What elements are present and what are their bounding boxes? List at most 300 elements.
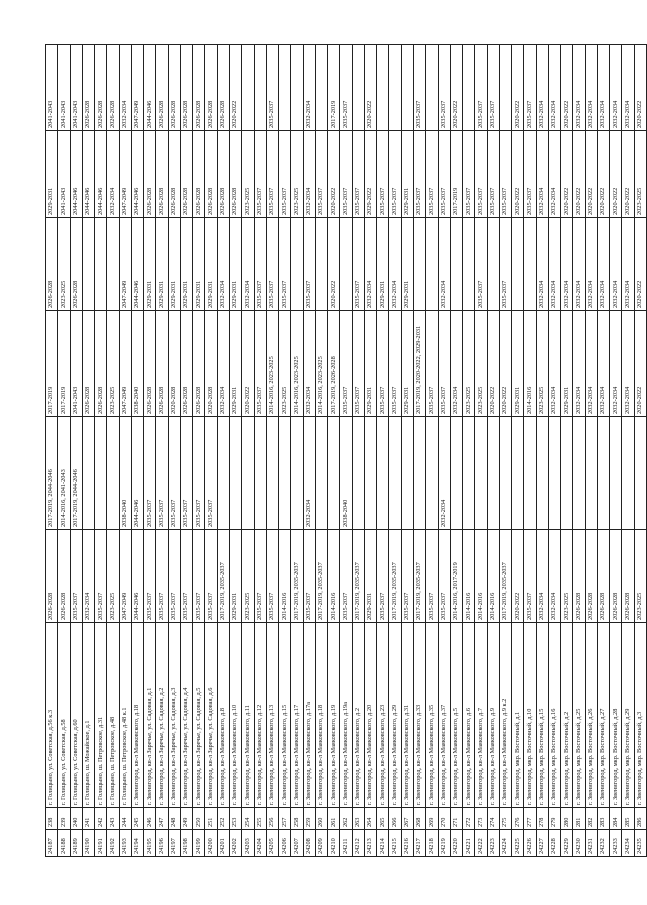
table-row (156, 45, 168, 857)
period-col-4-cell: 2035-2037 (254, 218, 266, 311)
period-col-2-cell: 2044-2046 (131, 417, 143, 530)
period-col-3-cell: 2029-2031 (401, 311, 413, 417)
row-number-cell: 249 (180, 808, 192, 830)
period-col-1-cell: 2026-2028 (573, 530, 585, 623)
period-col-1-cell: 2035-2037 (340, 530, 352, 623)
period-col-4-cell: 2032-2034 (389, 218, 401, 311)
period-col-1-cell: 2035-2037 (180, 530, 192, 623)
table-row (597, 45, 609, 857)
row-id-cell: 24225 (512, 830, 524, 857)
period-col-6-cell (315, 45, 327, 131)
period-col-6-cell: 2017-2019 (328, 45, 340, 131)
address-cell: г. Голицыно, ш. Можайское, д.1 (82, 623, 94, 808)
period-col-1-cell: 2014-2016 (487, 530, 499, 623)
row-number-cell: 276 (512, 808, 524, 830)
period-col-2-cell: 2038-2040 (119, 417, 131, 530)
row-id-cell: 24196 (156, 830, 168, 857)
period-col-4-cell (524, 218, 536, 311)
address-cell: г. Звенигород, кв-л Маяковского, д.18 (131, 623, 143, 808)
period-col-6-cell: 2032-2034 (610, 45, 622, 131)
row-number-cell: 239 (58, 808, 70, 830)
row-id-cell: 24217 (413, 830, 425, 857)
period-col-4-cell: 2020-2022 (634, 218, 646, 311)
period-col-6-cell: 2032-2034 (536, 45, 548, 131)
row-id-cell: 24229 (561, 830, 573, 857)
period-col-6-cell: 2035-2037 (475, 45, 487, 131)
row-id-cell: 24202 (229, 830, 241, 857)
address-cell: г. Звенигород, кв-л Маяковского, д.9 (487, 623, 499, 808)
period-col-4-cell: 2032-2034 (573, 218, 585, 311)
period-col-3-cell: 2017-2019, 2026-2028 (328, 311, 340, 417)
row-number-cell: 259 (303, 808, 315, 830)
period-col-5-cell: 2020-2022 (622, 131, 634, 218)
row-number-cell: 240 (70, 808, 82, 830)
table-row (450, 45, 462, 857)
period-col-5-cell: 2035-2037 (499, 131, 511, 218)
period-col-3-cell: 2020-2022 (487, 311, 499, 417)
period-col-5-cell: 2020-2022 (328, 131, 340, 218)
period-col-4-cell: 2020-2022 (328, 218, 340, 311)
period-col-4-cell: 2032-2034 (548, 218, 560, 311)
period-col-6-cell (499, 45, 511, 131)
period-col-4-cell: 2026-2028 (70, 218, 82, 311)
row-number-cell: 244 (119, 808, 131, 830)
row-id-cell: 24204 (254, 830, 266, 857)
period-col-4-cell: 2035-2037 (499, 218, 511, 311)
period-col-1-cell: 2032-2034 (82, 530, 94, 623)
period-col-3-cell: 2023-2025 (463, 311, 475, 417)
period-col-4-cell (107, 218, 119, 311)
address-cell: г. Звенигород, мкр. Восточный, д.3 (634, 623, 646, 808)
period-col-5-cell: 2035-2037 (463, 131, 475, 218)
period-col-4-cell: 2032-2034 (585, 218, 597, 311)
row-number-cell: 260 (315, 808, 327, 830)
period-col-2-cell (266, 417, 278, 530)
period-col-4-cell: 2029-2031 (156, 218, 168, 311)
table-row (585, 45, 597, 857)
address-cell: г. Звенигород, кв-л Маяковского, д.29 (389, 623, 401, 808)
period-col-2-cell (634, 417, 646, 530)
address-cell: г. Звенигород, кв-л Заречье, ул. Садовая, д.4 (180, 623, 192, 808)
row-number-cell: 245 (131, 808, 143, 830)
period-col-1-cell: 2014-2016 (328, 530, 340, 623)
row-id-cell: 24198 (180, 830, 192, 857)
period-col-4-cell: 2032-2034 (217, 218, 229, 311)
row-number-cell: 274 (487, 808, 499, 830)
table-row (144, 45, 156, 857)
period-col-1-cell: 2023-2025 (107, 530, 119, 623)
row-id-cell: 24234 (622, 830, 634, 857)
period-col-5-cell: 2020-2022 (610, 131, 622, 218)
table-row (279, 45, 291, 857)
period-col-2-cell: 2035-2037 (205, 417, 217, 530)
period-col-2-cell (328, 417, 340, 530)
table-row (352, 45, 364, 857)
period-col-2-cell (463, 417, 475, 530)
period-col-6-cell: 2035-2037 (524, 45, 536, 131)
period-col-3-cell: 2029-2031 (561, 311, 573, 417)
row-number-cell: 246 (144, 808, 156, 830)
period-col-3-cell: 2014-2016, 2023-2025 (315, 311, 327, 417)
period-col-6-cell (401, 45, 413, 131)
period-col-5-cell: 2029-2031 (401, 131, 413, 218)
period-col-2-cell (475, 417, 487, 530)
period-col-1-cell: 2044-2046 (131, 530, 143, 623)
period-col-5-cell: 2035-2037 (438, 131, 450, 218)
address-cell: г. Звенигород, мкр. Восточный, д.2 (561, 623, 573, 808)
period-col-3-cell: 2026-2028 (82, 311, 94, 417)
period-col-2-cell (548, 417, 560, 530)
period-col-2-cell (217, 417, 229, 530)
row-id-cell: 24203 (242, 830, 254, 857)
period-col-2-cell (499, 417, 511, 530)
address-cell: г. Звенигород, кв-л Маяковского, д.10 (229, 623, 241, 808)
table-row (82, 45, 94, 857)
row-number-cell: 281 (573, 808, 585, 830)
table-row (46, 45, 58, 857)
row-id-cell: 24193 (119, 830, 131, 857)
period-col-1-cell: 2014-2016 (475, 530, 487, 623)
period-col-6-cell: 2035-2037 (413, 45, 425, 131)
period-col-3-cell: 2017-2019, 2020-2022, 2029-2031 (413, 311, 425, 417)
row-number-cell: 279 (548, 808, 560, 830)
period-col-2-cell (512, 417, 524, 530)
period-col-2-cell (279, 417, 291, 530)
period-col-6-cell: 2020-2022 (561, 45, 573, 131)
period-col-5-cell: 2035-2037 (475, 131, 487, 218)
period-col-5-cell: 2035-2037 (340, 131, 352, 218)
table-row (634, 45, 646, 857)
period-col-6-cell: 2026-2028 (168, 45, 180, 131)
period-col-6-cell (426, 45, 438, 131)
table-row (131, 45, 143, 857)
period-col-5-cell: 2044-2046 (95, 131, 107, 218)
period-col-1-cell: 2026-2028 (585, 530, 597, 623)
row-id-cell: 24192 (107, 830, 119, 857)
period-col-2-cell (352, 417, 364, 530)
period-col-6-cell: 2032-2034 (573, 45, 585, 131)
row-id-cell: 24226 (524, 830, 536, 857)
period-col-2-cell: 2017-2019, 2044-2046 (70, 417, 82, 530)
address-cell: г. Звенигород, кв-л Маяковского, д.13 (266, 623, 278, 808)
table-row (622, 45, 634, 857)
table-row (119, 45, 131, 857)
row-number-cell: 280 (561, 808, 573, 830)
period-col-5-cell: 2017-2019 (450, 131, 462, 218)
address-cell: г. Звенигород, кв-л Маяковского, д.18 (315, 623, 327, 808)
address-cell: г. Звенигород, мкр. Восточный, д.15 (536, 623, 548, 808)
period-col-4-cell: 2047-2049 (119, 218, 131, 311)
address-cell: г. Звенигород, кв-л Маяковского, д.2 (352, 623, 364, 808)
period-col-4-cell (487, 218, 499, 311)
period-col-4-cell (450, 218, 462, 311)
period-col-2-cell (610, 417, 622, 530)
period-col-1-cell: 2017-2019, 2035-2037 (499, 530, 511, 623)
address-cell: г. Звенигород, кв-л Заречье, ул. Садовая, д.3 (168, 623, 180, 808)
period-col-6-cell: 2041-2043 (58, 45, 70, 131)
period-col-2-cell (561, 417, 573, 530)
row-id-cell: 24231 (585, 830, 597, 857)
row-id-cell: 24223 (487, 830, 499, 857)
period-col-6-cell: 2035-2037 (487, 45, 499, 131)
period-col-2-cell: 2017-2019, 2044-2046 (46, 417, 58, 530)
period-col-1-cell: 2017-2019, 2035-2037 (217, 530, 229, 623)
table-row (573, 45, 585, 857)
table-row (168, 45, 180, 857)
period-col-4-cell: 2032-2034 (622, 218, 634, 311)
table-row (389, 45, 401, 857)
row-id-cell: 24235 (634, 830, 646, 857)
period-col-1-cell: 2026-2028 (622, 530, 634, 623)
address-cell: г. Звенигород, мкр. Восточный, д.10 (524, 623, 536, 808)
period-col-3-cell: 2026-2028 (144, 311, 156, 417)
table-row (364, 45, 376, 857)
period-col-3-cell: 2032-2034 (597, 311, 609, 417)
period-col-6-cell: 2032-2034 (303, 45, 315, 131)
period-col-6-cell: 2032-2034 (597, 45, 609, 131)
row-id-cell: 24191 (95, 830, 107, 857)
period-col-1-cell: 2035-2037 (426, 530, 438, 623)
period-col-1-cell: 2023-2025 (242, 530, 254, 623)
period-col-1-cell: 2032-2034 (536, 530, 548, 623)
period-col-1-cell: 2017-2019, 2035-2037 (352, 530, 364, 623)
period-col-3-cell: 2038-2040 (131, 311, 143, 417)
row-id-cell: 24213 (364, 830, 376, 857)
row-id-cell: 24189 (70, 830, 82, 857)
period-col-6-cell: 2020-2022 (364, 45, 376, 131)
period-col-2-cell (377, 417, 389, 530)
row-id-cell: 24228 (548, 830, 560, 857)
row-number-cell: 253 (229, 808, 241, 830)
row-number-cell: 241 (82, 808, 94, 830)
period-col-4-cell: 2032-2034 (610, 218, 622, 311)
period-col-4-cell: 2035-2037 (352, 218, 364, 311)
row-number-cell: 252 (217, 808, 229, 830)
period-col-1-cell: 2035-2037 (266, 530, 278, 623)
period-col-2-cell (95, 417, 107, 530)
row-number-cell: 242 (95, 808, 107, 830)
period-col-2-cell (107, 417, 119, 530)
period-col-2-cell: 2038-2040 (340, 417, 352, 530)
address-cell: г. Звенигород, мкр. Восточный, д.25 (573, 623, 585, 808)
row-number-cell: 261 (328, 808, 340, 830)
address-cell: г. Голицыно, ул. Советская, д.60 (70, 623, 82, 808)
address-cell: г. Звенигород, кв-л Маяковского, д.35 (426, 623, 438, 808)
row-id-cell: 24220 (450, 830, 462, 857)
table-row (340, 45, 352, 857)
period-col-2-cell (524, 417, 536, 530)
period-col-3-cell: 2014-2016 (524, 311, 536, 417)
period-col-1-cell: 2035-2037 (168, 530, 180, 623)
period-col-1-cell: 2032-2034 (548, 530, 560, 623)
address-cell: г. Звенигород, кв-л Заречье, ул. Садовая, д.1 (144, 623, 156, 808)
address-cell: г. Звенигород, кв-л Маяковского, д.31 (401, 623, 413, 808)
period-col-5-cell: 2026-2028 (193, 131, 205, 218)
period-col-5-cell: 2035-2037 (487, 131, 499, 218)
period-col-1-cell: 2035-2037 (156, 530, 168, 623)
period-col-4-cell: 2035-2037 (303, 218, 315, 311)
address-cell: г. Звенигород, кв-л Маяковского, д.11 (242, 623, 254, 808)
period-col-1-cell: 2017-2019, 2035-2037 (315, 530, 327, 623)
schedule-table (45, 44, 647, 857)
row-id-cell: 24216 (401, 830, 413, 857)
period-col-3-cell: 2032-2034 (585, 311, 597, 417)
period-col-1-cell: 2035-2037 (193, 530, 205, 623)
row-number-cell: 250 (193, 808, 205, 830)
row-number-cell: 270 (438, 808, 450, 830)
period-col-2-cell (413, 417, 425, 530)
period-col-2-cell: 2032-2034 (438, 417, 450, 530)
row-number-cell: 251 (205, 808, 217, 830)
period-col-3-cell: 2020-2022 (634, 311, 646, 417)
period-col-2-cell: 2035-2037 (168, 417, 180, 530)
period-col-4-cell: 2032-2034 (536, 218, 548, 311)
period-col-6-cell: 2020-2022 (634, 45, 646, 131)
period-col-6-cell: 2032-2034 (548, 45, 560, 131)
row-id-cell: 24195 (144, 830, 156, 857)
table-row (401, 45, 413, 857)
table-row (291, 45, 303, 857)
table-row (328, 45, 340, 857)
period-col-3-cell: 2035-2037 (340, 311, 352, 417)
address-cell: г. Звенигород, кв-л Заречье, ул. Садовая, д.5 (193, 623, 205, 808)
period-col-4-cell (291, 218, 303, 311)
period-col-6-cell (463, 45, 475, 131)
table-row (193, 45, 205, 857)
period-col-5-cell: 2035-2037 (377, 131, 389, 218)
row-id-cell: 24208 (303, 830, 315, 857)
row-number-cell: 238 (46, 808, 58, 830)
period-col-3-cell: 2014-2016, 2023-2025 (266, 311, 278, 417)
row-number-cell: 269 (426, 808, 438, 830)
row-id-cell: 24199 (193, 830, 205, 857)
period-col-6-cell (389, 45, 401, 131)
period-col-4-cell: 2023-2025 (58, 218, 70, 311)
period-col-6-cell: 2020-2022 (450, 45, 462, 131)
period-col-1-cell: 2020-2022 (512, 530, 524, 623)
period-col-1-cell: 2035-2037 (401, 530, 413, 623)
table-row (413, 45, 425, 857)
period-col-1-cell: 2029-2031 (229, 530, 241, 623)
period-col-4-cell: 2032-2034 (364, 218, 376, 311)
period-col-4-cell: 2029-2031 (144, 218, 156, 311)
period-col-1-cell: 2014-2016 (463, 530, 475, 623)
period-col-5-cell: 2026-2028 (217, 131, 229, 218)
row-id-cell: 24214 (377, 830, 389, 857)
address-cell: г. Голицыно, ул. Советская, д.56 к.3 (46, 623, 58, 808)
period-col-1-cell: 2035-2037 (70, 530, 82, 623)
period-col-5-cell: 2023-2025 (291, 131, 303, 218)
address-cell: г. Звенигород, кв-л Маяковского, д.19 (328, 623, 340, 808)
period-col-1-cell: 2026-2028 (46, 530, 58, 623)
period-col-3-cell: 2020-2022 (499, 311, 511, 417)
row-number-cell: 283 (597, 808, 609, 830)
period-col-4-cell (340, 218, 352, 311)
period-col-6-cell: 2026-2028 (95, 45, 107, 131)
period-col-1-cell: 2035-2037 (377, 530, 389, 623)
period-col-6-cell: 2035-2037 (266, 45, 278, 131)
table-row (377, 45, 389, 857)
table-row (475, 45, 487, 857)
period-col-3-cell: 2032-2034 (622, 311, 634, 417)
period-col-4-cell: 2029-2031 (193, 218, 205, 311)
period-col-6-cell: 2026-2028 (156, 45, 168, 131)
period-col-2-cell (426, 417, 438, 530)
row-id-cell: 24197 (168, 830, 180, 857)
period-col-4-cell: 2029-2031 (168, 218, 180, 311)
period-col-2-cell (622, 417, 634, 530)
table-row (499, 45, 511, 857)
address-cell: г. Звенигород, кв-л Маяковского, д.8 (217, 623, 229, 808)
address-cell: г. Звенигород, кв-л Маяковского, д.23 (377, 623, 389, 808)
period-col-5-cell: 2041-2043 (58, 131, 70, 218)
period-col-1-cell: 2035-2037 (95, 530, 107, 623)
address-cell: г. Звенигород, кв-л Маяковского, д.6 (463, 623, 475, 808)
address-cell: г. Звенигород, кв-л Маяковского, д.37 (438, 623, 450, 808)
row-id-cell: 24233 (610, 830, 622, 857)
row-number-cell: 267 (401, 808, 413, 830)
row-number-cell: 263 (352, 808, 364, 830)
period-col-1-cell: 2026-2028 (597, 530, 609, 623)
period-col-5-cell: 2035-2037 (352, 131, 364, 218)
period-col-4-cell: 2032-2034 (597, 218, 609, 311)
period-col-6-cell: 2032-2034 (585, 45, 597, 131)
address-cell: г. Звенигород, кв-л Маяковского, д.5 (450, 623, 462, 808)
period-col-1-cell: 2014-2016, 2017-2019 (450, 530, 462, 623)
address-cell: г. Звенигород, кв-л Маяковского, д.15 (279, 623, 291, 808)
period-col-1-cell: 2023-2025 (634, 530, 646, 623)
period-col-2-cell (82, 417, 94, 530)
period-col-3-cell: 2035-2037 (438, 311, 450, 417)
row-number-cell: 254 (242, 808, 254, 830)
period-col-3-cell: 2014-2016, 2023-2025 (291, 311, 303, 417)
rotated-table-container (45, 45, 644, 857)
table-row (315, 45, 327, 857)
period-col-5-cell: 2020-2022 (597, 131, 609, 218)
period-col-6-cell: 2026-2028 (205, 45, 217, 131)
period-col-3-cell: 2023-2025 (107, 311, 119, 417)
address-cell: г. Звенигород, мкр. Восточный, д.1 (512, 623, 524, 808)
table-body (46, 45, 647, 857)
period-col-1-cell: 2029-2031 (364, 530, 376, 623)
period-col-3-cell: 2017-2019 (58, 311, 70, 417)
period-col-5-cell: 2035-2037 (426, 131, 438, 218)
table-row (487, 45, 499, 857)
address-cell: г. Звенигород, кв-л Маяковского, д.7 (475, 623, 487, 808)
period-col-5-cell: 2020-2022 (585, 131, 597, 218)
row-id-cell: 24212 (352, 830, 364, 857)
period-col-5-cell: 2020-2022 (561, 131, 573, 218)
period-col-5-cell: 2032-2034 (536, 131, 548, 218)
period-col-6-cell (377, 45, 389, 131)
row-id-cell: 24230 (573, 830, 585, 857)
period-col-6-cell: 2035-2037 (340, 45, 352, 131)
period-col-6-cell: 2035-2037 (438, 45, 450, 131)
period-col-3-cell: 2035-2037 (426, 311, 438, 417)
address-cell: г. Звенигород, кв-л Маяковского, д.17а (303, 623, 315, 808)
period-col-4-cell: 2032-2034 (438, 218, 450, 311)
period-col-5-cell: 2035-2037 (389, 131, 401, 218)
address-cell: г. Звенигород, кв-л Маяковского, д.9 к.2 (499, 623, 511, 808)
period-col-2-cell: 2035-2037 (193, 417, 205, 530)
address-cell: г. Звенигород, мкр. Восточный, д.27 (597, 623, 609, 808)
period-col-6-cell (242, 45, 254, 131)
period-col-2-cell (254, 417, 266, 530)
row-id-cell: 24206 (279, 830, 291, 857)
period-col-5-cell: 2035-2037 (524, 131, 536, 218)
address-cell: г. Звенигород, кв-л Маяковского, д.12 (254, 623, 266, 808)
period-col-3-cell: 2032-2034 (610, 311, 622, 417)
